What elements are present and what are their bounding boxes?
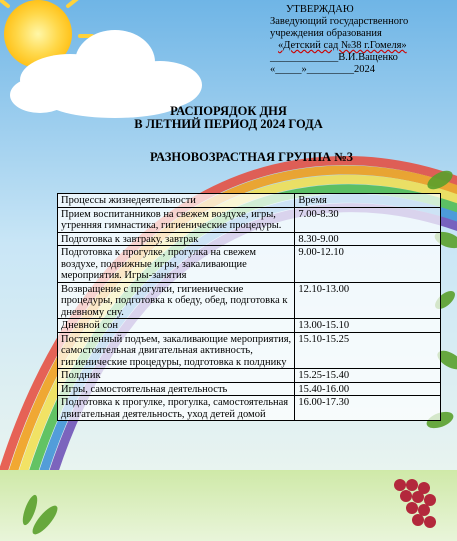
- process-cell: Прием воспитанников на свежем воздухе, игры, утренняя гимнастика, гигиенические процедуры.: [58, 207, 295, 232]
- process-cell: Подготовка к прогулке, прогулка, самостоятельная двигательная деятельность, уход детей домой: [58, 396, 295, 421]
- table-row: [58, 382, 441, 396]
- approval-kindergarten: «Детский сад №38 г.Гомеля»: [278, 40, 407, 51]
- process-cell: Постепенный подъем, закаливающие мероприятия, самостоятельная двигательная активность, гигиенические процедуры, подготовка к полднику: [58, 332, 295, 369]
- column-header-time: Время: [295, 194, 441, 208]
- time-cell: 12.10-13.00: [295, 282, 441, 319]
- time-cell: 13.00-15.10: [295, 319, 441, 333]
- time-cell: 15.25-15.40: [295, 369, 441, 383]
- approval-institution: учреждения образования: [270, 28, 382, 39]
- process-cell: Возвращение с прогулки, гигиенические процедуры, подготовка к обеду, обед, подготовка к дневному сну.: [58, 282, 295, 319]
- table-row: [58, 207, 441, 232]
- time-cell: 15.10-15.25: [295, 332, 441, 369]
- column-header-processes: Процессы жизнедеятельности: [58, 194, 295, 208]
- table-row: [58, 332, 441, 369]
- table-header-row: [58, 194, 441, 208]
- table-row: [58, 246, 441, 283]
- table-row: [58, 396, 441, 421]
- table-row: [58, 282, 441, 319]
- group-name: РАЗНОВОЗРАСТНАЯ ГРУППА №3: [150, 150, 354, 164]
- approval-position: Заведующий государственного: [270, 16, 409, 27]
- time-cell: 7.00-8.30: [295, 207, 441, 232]
- process-cell: Дневной сон: [58, 319, 295, 333]
- table-row: [58, 232, 441, 246]
- time-cell: 8.30-9.00: [295, 232, 441, 246]
- table-row: [58, 319, 441, 333]
- approval-signature-line: _____________В.И.Ващенко: [270, 52, 398, 63]
- table-row: [58, 369, 441, 383]
- process-cell: Полдник: [58, 369, 295, 383]
- process-cell: Игры, самостоятельная деятельность: [58, 382, 295, 396]
- process-cell: Подготовка к завтраку, завтрак: [58, 232, 295, 246]
- time-cell: 16.00-17.30: [295, 396, 441, 421]
- document-subtitle: В ЛЕТНИЙ ПЕРИОД 2024 ГОДА: [134, 117, 323, 131]
- approval-date-line: «_____»_________2024: [270, 64, 375, 75]
- document-title: РАСПОРЯДОК ДНЯ: [170, 104, 287, 118]
- approval-block: [270, 4, 408, 76]
- schedule-table: [57, 193, 441, 421]
- approval-heading: УТВЕРЖДАЮ: [286, 4, 354, 15]
- time-cell: 15.40-16.00: [295, 382, 441, 396]
- process-cell: Подготовка к прогулке, прогулка на свежем воздухе, подвижные игры, закаливающие мероприятия. Игры-занятия: [58, 246, 295, 283]
- time-cell: 9.00-12.10: [295, 246, 441, 283]
